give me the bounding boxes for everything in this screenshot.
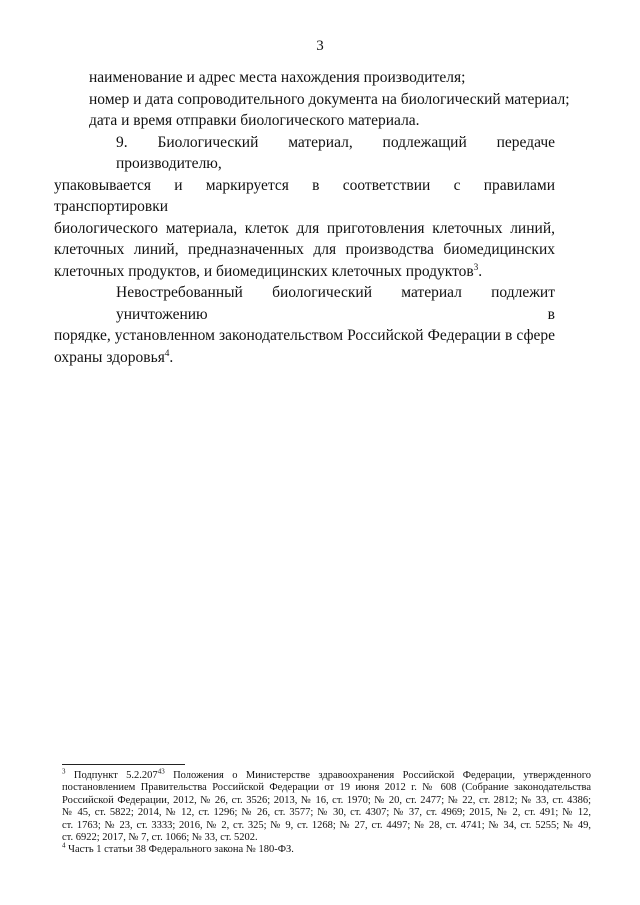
footnote-marker: 4 xyxy=(62,841,66,850)
footnote-line: $^4$ Часть 1 статьи 38 Федерального закона № 180-ФЗ. xyxy=(62,841,294,856)
list-item-manufacturer: наименование и адрес места нахождения производителя; xyxy=(89,69,466,86)
paragraph-line: упаковывается и маркируется в соответствии с правилами транспортировки xyxy=(54,176,555,215)
footnote-ref[interactable]: 4 xyxy=(164,347,170,358)
paragraph-line: порядке, установленном законодательством Российской Федерации в сфере xyxy=(54,327,555,344)
footnote-line: Российской Федерации, 2012, № 26, ст. 3526; 2013, № 16, ст. 1970; № 20, ст. 2477; № 22, ст. 2812; № 33, ст. 4386; xyxy=(62,794,591,806)
footnote-4 xyxy=(62,841,591,856)
list-item-document: номер и дата сопроводительного документа на биологический материал; xyxy=(89,90,570,108)
paragraph-disposal xyxy=(27,282,555,368)
paragraph-line: клеточных продуктов, и биомедицинских клеточных продуктов$^3$. xyxy=(54,261,483,280)
footnote-divider xyxy=(62,764,185,765)
footnote-line: $^3$ Подпункт 5.2.207$^{43}$ Положения о Министерстве здравоохранения Российской Федерации, утвержденного xyxy=(62,767,592,781)
footnote-line: ст. 1763; № 23, ст. 3333; 2016, № 2, ст. 325; № 9, ст. 1268; № 27, ст. 4497; № 28, ст. 4741; № 34, ст. 5255; № 49, xyxy=(62,819,591,831)
paragraph-line: 9. Биологический материал, подлежащий передаче производителю, xyxy=(116,133,555,172)
page-number: 3 xyxy=(316,38,324,54)
paragraph-line: биологического материала, клеток для приготовления клеточных линий, xyxy=(54,219,555,237)
paragraph-line: охраны здоровья$^4$. xyxy=(54,347,174,366)
footnote-ref[interactable]: 3 xyxy=(473,261,479,272)
footnote-line: ст. 6922; 2017, № 7, ст. 1066; № 33, ст. 5202. xyxy=(62,832,258,844)
footnotes xyxy=(62,767,592,857)
body-text xyxy=(54,67,589,368)
footnote-line: № 45, ст. 5822; 2014, № 12, ст. 1296; № 26, ст. 3577; № 30, ст. 4307; № 37, ст. 4969; 2015, № 2, ст. 491; № 12, xyxy=(62,807,591,819)
footnote-3 xyxy=(62,767,592,844)
paragraph-line: Невостребованный биологический материал подлежит уничтожению в xyxy=(116,284,555,323)
footnote-lead-sup: 43 xyxy=(157,767,165,776)
paragraph-line: клеточных линий, предназначенных для производства биомедицинских xyxy=(54,241,555,258)
footnote-line: постановлением Правительства Российской Федерации от 19 июня 2012 г. № 608 (Собрание законодательства xyxy=(62,782,591,794)
footnote-marker: 3 xyxy=(62,767,66,776)
numbered-paragraph-9 xyxy=(27,132,555,283)
list-item-dispatch-time: дата и время отправки биологического материала. xyxy=(89,112,420,129)
